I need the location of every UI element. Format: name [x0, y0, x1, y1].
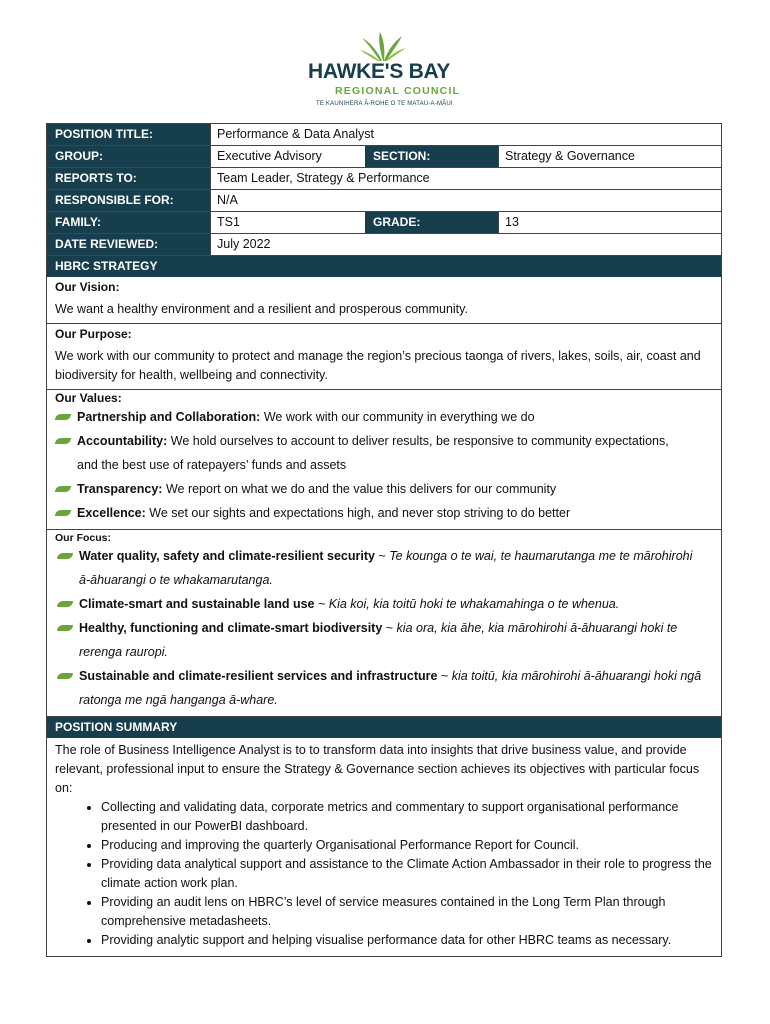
value-continuation: and the best use of ratepayers’ funds and assets	[77, 458, 347, 472]
grade-value: 13	[498, 212, 721, 233]
purpose-section	[47, 324, 721, 390]
focus-maori: kia toitū, kia mārohirohi ā-āhuarangi hoki ngā	[451, 669, 702, 683]
logo-subtitle: REGIONAL COUNCIL	[335, 85, 461, 97]
focus-separator: ~	[382, 621, 397, 635]
focus-separator: ~	[374, 549, 390, 563]
value-text: We work with our community in everything we do	[260, 410, 535, 424]
summary-section	[47, 738, 721, 956]
strategy-heading: HBRC STRATEGY	[47, 256, 721, 277]
value-text: We set our sights and expectations high, and never stop striving to do better	[145, 506, 571, 520]
reports-to-label: REPORTS TO:	[47, 168, 210, 189]
focus-maori: Kia koi, kia toitū hoki te whakamahinga o te whenua.	[328, 597, 620, 611]
vision-section	[47, 277, 721, 324]
focus-continuation-text: ratonga me ngā hanganga ā-whare.	[79, 693, 278, 707]
position-title-label: POSITION TITLE:	[47, 124, 210, 145]
focus-continuation	[57, 568, 713, 592]
focus-name: Climate-smart and sustainable land use	[79, 597, 315, 611]
focus-name: Sustainable and climate-resilient services and infrastructure	[79, 669, 438, 683]
row-group	[47, 146, 721, 168]
date-reviewed-label: DATE REVIEWED:	[47, 234, 210, 255]
date-reviewed-value: July 2022	[210, 234, 721, 255]
purpose-text: We work with our community to protect and manage the region’s precious taonga of rivers, lakes, soils, air, coast and biodiversity for health, wellbeing and connectivity.	[55, 349, 701, 382]
responsible-value: N/A	[210, 190, 721, 211]
value-item	[55, 429, 713, 453]
row-responsible	[47, 190, 721, 212]
value-item	[55, 405, 713, 429]
position-title-value: Performance & Data Analyst	[210, 124, 721, 145]
leaf-bullet-icon	[55, 414, 71, 420]
focus-continuation	[57, 688, 713, 712]
list-item: • Providing data analytical support and assistance to the Climate Action Ambassador in their role to progress the climate action work plan.	[101, 855, 713, 893]
responsible-label: RESPONSIBLE FOR:	[47, 190, 210, 211]
leaf-bullet-icon	[55, 438, 71, 444]
leaf-icon	[358, 30, 408, 62]
family-label: FAMILY:	[47, 212, 210, 233]
summary-intro: The role of Business Intelligence Analyst is to to transform data into insights that drive business value, and provide relevant, professional input to ensure the Strategy & Governance section achieves its objectives with particular focus on:	[55, 743, 700, 795]
section-label: SECTION:	[365, 146, 498, 167]
focus-item	[57, 664, 713, 688]
value-name: Excellence:	[77, 506, 146, 520]
row-reports-to	[47, 168, 721, 190]
logo-name: HAWKE'S BAY	[308, 60, 451, 83]
position-description	[46, 123, 722, 957]
logo-maori-name: TE KAUNIHERA Ā-ROHE O TE MATAU-A-MĀUI	[316, 101, 453, 107]
focus-continuation-text: rerenga rauropi.	[79, 645, 168, 659]
focus-item	[57, 544, 713, 568]
focus-separator: ~	[437, 669, 452, 683]
value-item	[55, 501, 713, 525]
leaf-bullet-icon	[57, 601, 73, 607]
leaf-bullet-icon	[55, 486, 71, 492]
row-date-reviewed	[47, 234, 721, 256]
leaf-bullet-icon	[57, 553, 73, 559]
group-label: GROUP:	[47, 146, 210, 167]
value-name: Accountability:	[77, 434, 168, 448]
focus-section	[47, 530, 721, 717]
list-item: • Producing and improving the quarterly Organisational Performance Report for Council.	[101, 836, 713, 855]
leaf-bullet-icon	[57, 625, 73, 631]
value-text: We report on what we do and the value this delivers for our community	[162, 482, 557, 496]
focus-maori: kia ora, kia āhe, kia mārohirohi ā-āhuarangi hoki te	[396, 621, 678, 635]
row-position-title	[47, 124, 721, 146]
list-item: • Collecting and validating data, corporate metrics and commentary to support organisational performance presented in our PowerBI dashboard.	[101, 798, 713, 836]
value-name: Partnership and Collaboration:	[77, 410, 261, 424]
focus-item	[57, 616, 713, 640]
focus-continuation-text: ā-āhuarangi o te whakamarutanga.	[79, 573, 273, 587]
list-item: • Providing analytic support and helping visualise performance data for other HBRC teams as necessary.	[101, 931, 713, 950]
section-value: Strategy & Governance	[498, 146, 721, 167]
focus-separator: ~	[314, 597, 329, 611]
values-heading: Our Values:	[55, 391, 122, 405]
value-text: We hold ourselves to account to deliver results, be responsive to community expectations,	[167, 434, 669, 448]
summary-heading: POSITION SUMMARY	[47, 717, 721, 738]
row-family	[47, 212, 721, 234]
hbrc-logo	[300, 30, 470, 112]
value-name: Transparency:	[77, 482, 163, 496]
vision-text: We want a healthy environment and a resilient and prosperous community.	[55, 302, 468, 316]
leaf-bullet-icon	[55, 510, 71, 516]
purpose-heading: Our Purpose:	[55, 327, 132, 341]
group-value: Executive Advisory	[210, 146, 365, 167]
vision-heading: Our Vision:	[55, 280, 120, 294]
summary-list	[55, 798, 713, 950]
focus-name: Water quality, safety and climate-resilient security	[79, 549, 375, 563]
focus-item	[57, 592, 713, 616]
focus-maori: Te kounga o te wai, te haumarutanga me te mārohirohi	[389, 549, 693, 563]
focus-name: Healthy, functioning and climate-smart biodiversity	[79, 621, 383, 635]
grade-label: GRADE:	[365, 212, 498, 233]
reports-to-value: Team Leader, Strategy & Performance	[210, 168, 721, 189]
list-item: • Providing an audit lens on HBRC’s level of service measures contained in the Long Term Plan through comprehensive metadasheets.	[101, 893, 713, 931]
focus-continuation	[57, 640, 713, 664]
focus-heading: Our Focus:	[55, 532, 112, 544]
values-section	[47, 390, 721, 530]
family-value: TS1	[210, 212, 365, 233]
leaf-bullet-icon	[57, 673, 73, 679]
value-item	[55, 477, 713, 501]
